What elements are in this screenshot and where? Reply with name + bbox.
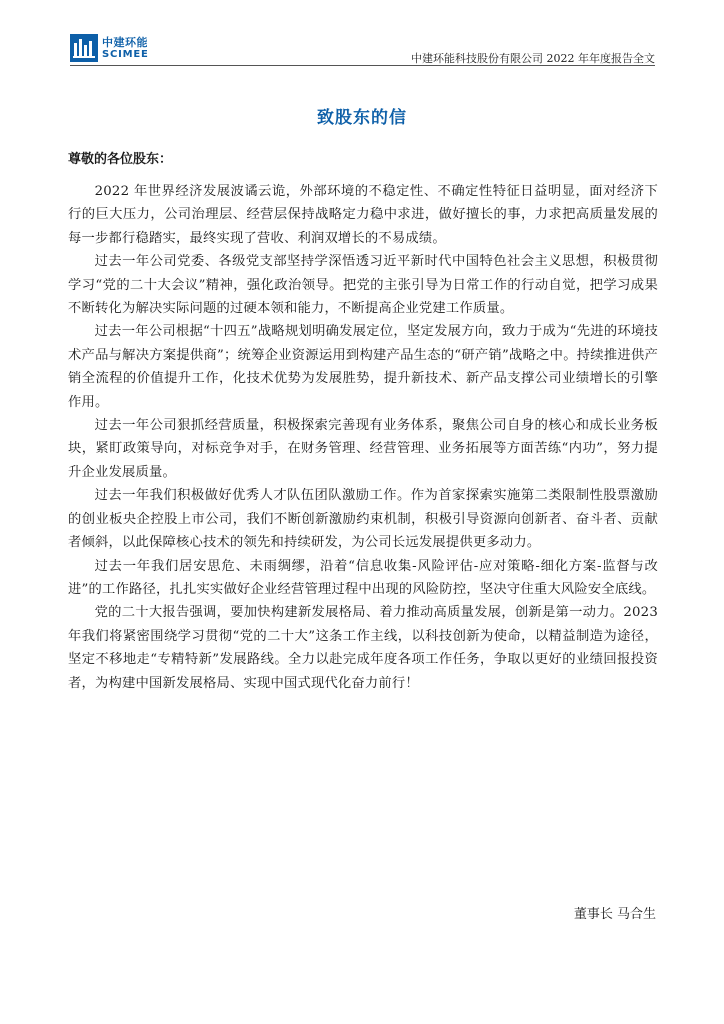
logo-english-name: SCIMEE [102,48,149,60]
salutation: 尊敬的各位股东： [68,152,173,167]
page-header [70,34,655,65]
paragraph: 过去一年我们居安思危、未雨绸缪，沿着“信息收集-风险评估-应对策略-细化方案-监督与改进”的工作路径，扎扎实实做好企业经营管理过程中出现的风险防控，坚决守住重大风险安全底线。 [68,558,658,597]
signature: 董事长 马合生 [573,907,656,922]
letter-body [68,180,658,695]
logo-chinese-name: 中建环能 [102,35,148,49]
paragraph: 过去一年公司狠抓经营质量，积极探索完善现有业务体系，聚焦公司自身的核心和成长业务板块，紧盯政策导向，对标竞争对手，在财务管理、经营管理、业务拓展等方面苦练“内功”，努力提升企业发展质量。 [68,418,658,480]
header-divider [70,65,655,66]
letter-title: 致股东的信 [317,108,407,128]
paragraph: 过去一年公司党委、各级党支部坚持学深悟透习近平新时代中国特色社会主义思想，积极贯彻学习“党的二十大会议”精神，强化政治领导。把党的主张引导为日常工作的行动自觉，把学习成果不断转化为解决实际问题的过硬本领和能力，不断提高企业党建工作质量。 [68,254,658,317]
paragraph: 过去一年公司根据“十四五”战略规划明确发展定位，坚定发展方向，致力于成为“先进的环境技术产品与解决方案提供商”；统筹企业资源运用到构建产品生态的“研产销”战略之中。持续推进供产销全流程的价值提升工作，化技术优势为发展胜势，提升新技术、新产品支撑公司业绩增长的引擎作用。 [68,324,658,410]
company-logo [70,34,149,62]
report-header-title: 中建环能科技股份有限公司 2022 年年度报告全文 [411,52,655,65]
building-logo-icon [70,34,98,62]
paragraph: 党的二十大报告强调，要加快构建新发展格局、着力推动高质量发展，创新是第一动力。2023 年我们将紧密围绕学习贯彻“党的二十大”这条工作主线，以科技创新为使命，以精益制造为途径，坚定不移地走“专精特新”发展路线。全力以赴完成年度各项工作任务，争取以更好的业绩回报投资者，为构建中国新发展格局、实现中国式现代化奋力前行！ [68,605,658,691]
paragraph: 2022 年世界经济发展波谲云诡，外部环境的不稳定性、不确定性特征日益明显，面对经济下行的巨大压力，公司治理层、经营层保持战略定力稳中求进，做好擅长的事，力求把高质量发展的每一步都行稳踏实，最终实现了营收、利润双增长的不易成绩。 [68,184,658,246]
paragraph: 过去一年我们积极做好优秀人才队伍团队激励工作。作为首家探索实施第二类限制性股票激励的创业板央企控股上市公司，我们不断创新激励约束机制，积极引导资源向创新者、奋斗者、贡献者倾斜，以此保障核心技术的领先和持续研发，为公司长远发展提供更多动力。 [68,488,658,551]
